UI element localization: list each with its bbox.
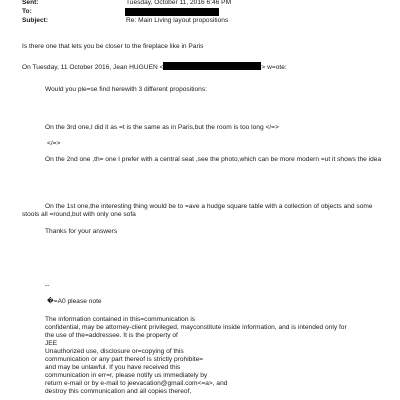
- signature-separator: --: [45, 282, 50, 289]
- sent-value: Tuesday, October 11, 2016 6:46 PM: [126, 0, 232, 6]
- quoted-second: On the 2nd one ,th= one I prefer with a central seat ,see the photo,which can be more modern =ut it shows the idea: [45, 156, 382, 163]
- quote-header-after: > w=ote:: [261, 64, 287, 71]
- disclaimer-line: communication or any part thereof is strictly prohibite=: [45, 356, 204, 363]
- disclaimer-block: [45, 316, 347, 396]
- quoted-third: On the 3rd one,I did it as =t is the same as in Paris,but the room is too long </=>: [45, 124, 279, 131]
- quoted-thanks: Thanks for your answers: [45, 228, 118, 235]
- quoted-first: On the 1st one,the interesting thing would be to =ave a hudge square table with a collection of objects and some stools all =round,but with only one sofa: [22, 203, 373, 218]
- note-line: �=A0 please note: [47, 298, 102, 305]
- quoted-intro: Would you ple=se find herewith 3 different propositions:: [45, 86, 207, 93]
- quote-header: [22, 62, 287, 72]
- disclaimer-line: Unauthorized use, disclosure or=copying of this: [45, 348, 184, 355]
- disclaimer-line: the use of the=addressee. It is the property of: [45, 332, 178, 339]
- disclaimer-line: confidential, may be attorney-client privileged, mayconstitute inside information, and is intended only for: [45, 324, 347, 331]
- sent-label: Sent:: [22, 0, 39, 6]
- disclaimer-line: return e-mail or by e-mail to jeevacation@gmail.com<=a>, and: [45, 380, 228, 387]
- quoted-closing-tag: </=>: [47, 140, 61, 147]
- quote-header-before: On Tuesday, 11 October 2016, Jean HUGUEN <: [22, 64, 164, 71]
- disclaimer-line: JEE: [45, 340, 58, 347]
- disclaimer-line: and may be unlawful. If you have received this: [45, 364, 181, 371]
- to-redaction: [125, 8, 219, 16]
- email-redaction: [163, 62, 261, 70]
- disclaimer-line: destroy this communication and all copies thereof,: [45, 388, 192, 395]
- subject-label: Subject:: [22, 17, 49, 24]
- disclaimer-line: communication in err=r, please notify us immediately by: [45, 372, 208, 379]
- subject-value: Re: Main Living layout propositions: [126, 17, 229, 24]
- question-text: Is there one that lets you be closer to the fireplace like in Paris: [22, 43, 204, 50]
- to-label: To:: [22, 8, 32, 15]
- disclaimer-line: The information contained in this=communication is: [45, 316, 196, 323]
